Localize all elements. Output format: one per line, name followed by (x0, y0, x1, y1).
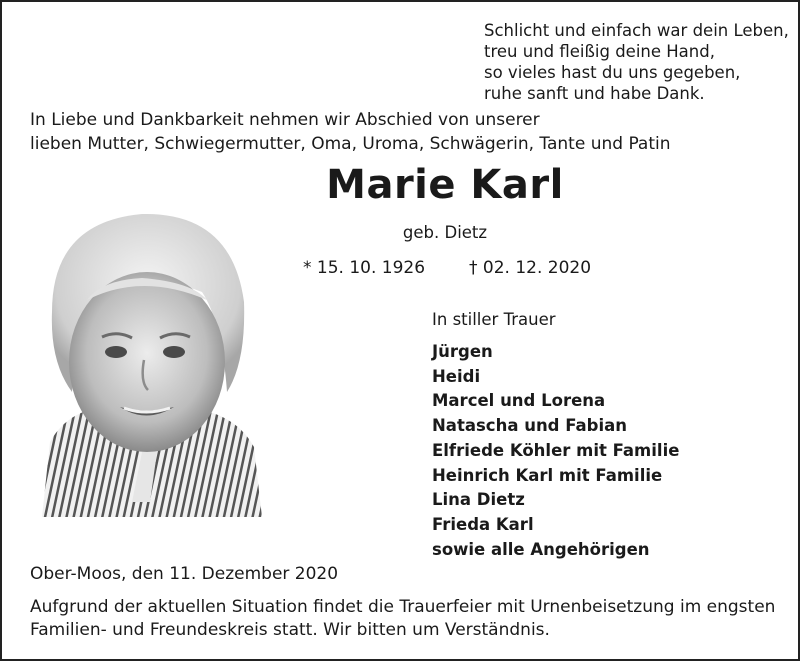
intro-text (30, 108, 671, 156)
place-date: Ober-Moos, den 11. Dezember 2020 (30, 564, 339, 584)
mourner: sowie alle Angehörigen (432, 539, 650, 559)
poem-line: treu und fleißig deine Hand, (484, 42, 715, 61)
death-date: † 02. 12. 2020 (469, 258, 592, 278)
birth-name: geb. Dietz (402, 223, 488, 242)
poem-line: so vieles hast du uns gegeben, (484, 63, 741, 82)
poem-line: ruhe sanft und habe Dank. (484, 84, 705, 103)
poem (484, 20, 789, 104)
portrait-photo (32, 202, 264, 517)
footer-note (30, 596, 775, 642)
intro-line: In Liebe und Dankbarkeit nehmen wir Abschied von unserer (30, 110, 540, 130)
mourner: Heidi (432, 366, 481, 386)
mourner: Frieda Karl (432, 514, 534, 534)
mourner: Lina Dietz (432, 490, 525, 510)
mourner: Natascha und Fabian (432, 416, 628, 436)
mourners-list (432, 340, 679, 562)
birth-date: * 15. 10. 1926 (303, 258, 426, 278)
deceased-name: Marie Karl (326, 162, 564, 208)
footer-line: Familien- und Freundeskreis statt. Wir bitten um Verständnis. (30, 620, 550, 640)
mourning-label: In stiller Trauer (432, 310, 556, 329)
footer-line: Aufgrund der aktuellen Situation findet die Trauerfeier mit Urnenbeisetzung im engsten (30, 597, 776, 617)
mourner: Jürgen (432, 342, 493, 361)
mourner: Heinrich Karl mit Familie (432, 465, 663, 485)
poem-line: Schlicht und einfach war dein Leben, (484, 21, 789, 40)
mourner: Marcel und Lorena (432, 391, 606, 411)
intro-line: lieben Mutter, Schwiegermutter, Oma, Uroma, Schwägerin, Tante und Patin (30, 134, 671, 154)
mourner: Elfriede Köhler mit Familie (432, 440, 680, 460)
